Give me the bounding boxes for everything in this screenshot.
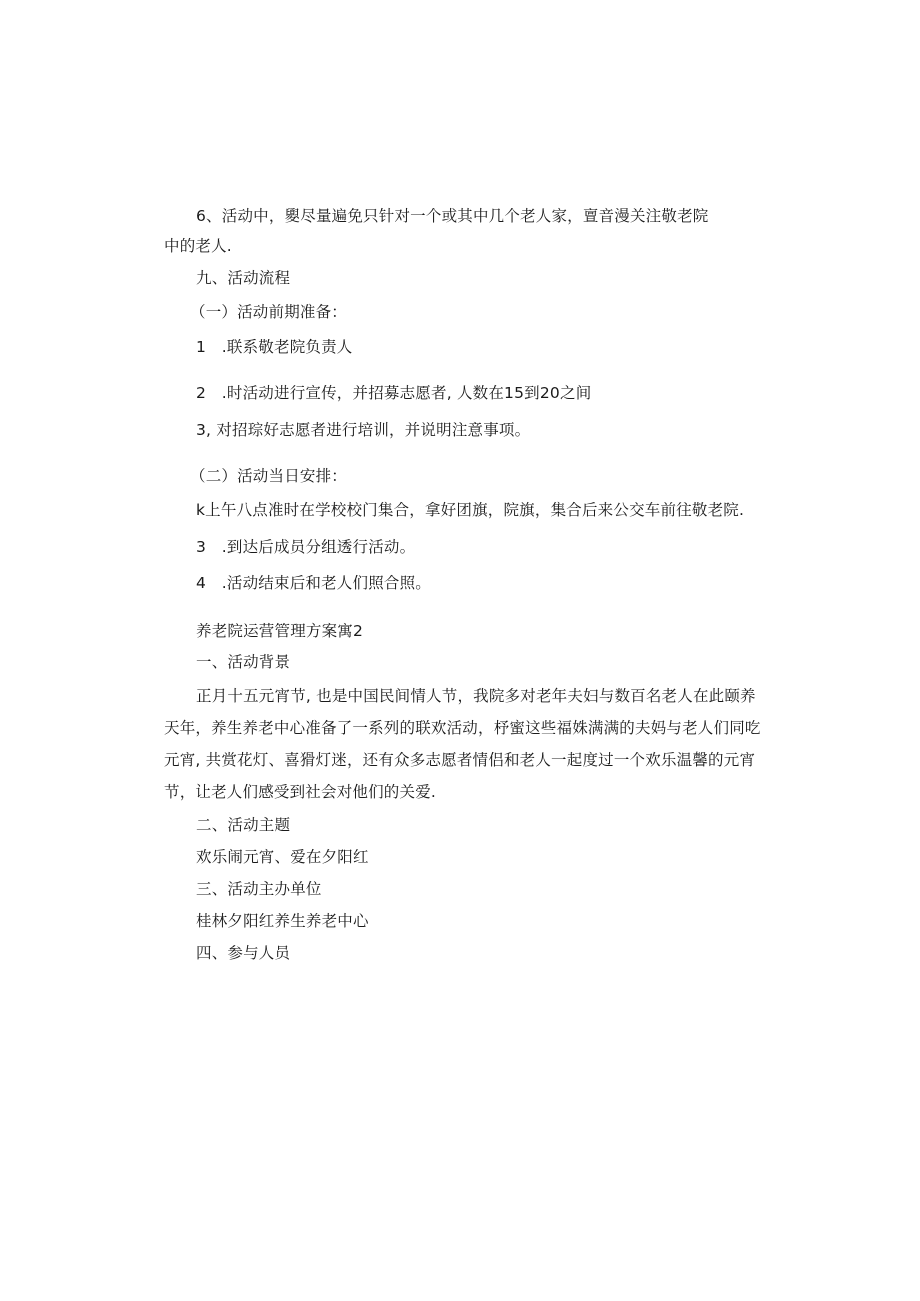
list-item: 3 .到达后成员分组透行活动。 bbox=[196, 538, 416, 556]
section-heading: 四、参与人员 bbox=[196, 944, 291, 962]
subsection-heading: （二）活动当日安排： bbox=[190, 467, 348, 485]
list-item: 3, 对招琮好志愿者进行培训，并说明注意事项。 bbox=[196, 421, 531, 439]
list-item: 1 .联系敬老院负责人 bbox=[196, 338, 353, 356]
section-heading: 一、活动背景 bbox=[196, 653, 291, 671]
subsection-heading: （一）活动前期准备： bbox=[190, 303, 348, 321]
text-line: 中的老人. bbox=[164, 237, 232, 255]
paragraph-line: 元宵, 共赏花灯、喜猾灯迷，还有众多志愿者情侣和老人一起度过一个欢乐温馨的元宵 bbox=[164, 751, 756, 769]
text-line: 桂林夕阳红养生养老中心 bbox=[196, 912, 369, 930]
paragraph-line: 正月十五元宵节, 也是中国民间情人节，我院多对老年夫妇与数百名老人在此颐养 bbox=[196, 687, 756, 705]
section-heading: 三、活动主办单位 bbox=[196, 880, 322, 898]
paragraph-line: 节，让老人们感受到社会对他们的关爱. bbox=[164, 783, 437, 801]
text-line: 欢乐闹元宵、爱在夕阳红 bbox=[196, 848, 369, 866]
section-heading: 二、活动主题 bbox=[196, 816, 291, 834]
list-item: 4 .活动结束后和老人们照合照。 bbox=[196, 574, 431, 592]
document-title: 养老院运营管理方案寓2 bbox=[196, 622, 364, 640]
text-line: 6、活动中，夓尽量遍免只针对一个或其中几个老人家，亶音漫关注敬老院 bbox=[196, 207, 709, 225]
section-heading: 九、活动流程 bbox=[196, 269, 291, 287]
paragraph-line: 天年，养生养老中心准备了一系列的联欢活动，杼蜜这些福姝满满的夫妈与老人们同吃 bbox=[164, 719, 761, 737]
list-item: k上午八点准时在学校校门集合，拿好团旗，院旗，集合后来公交车前往敬老院. bbox=[196, 501, 745, 519]
list-item: 2 .时活动进行宣传，并招募志愿者, 人数在15到20之间 bbox=[196, 384, 592, 402]
